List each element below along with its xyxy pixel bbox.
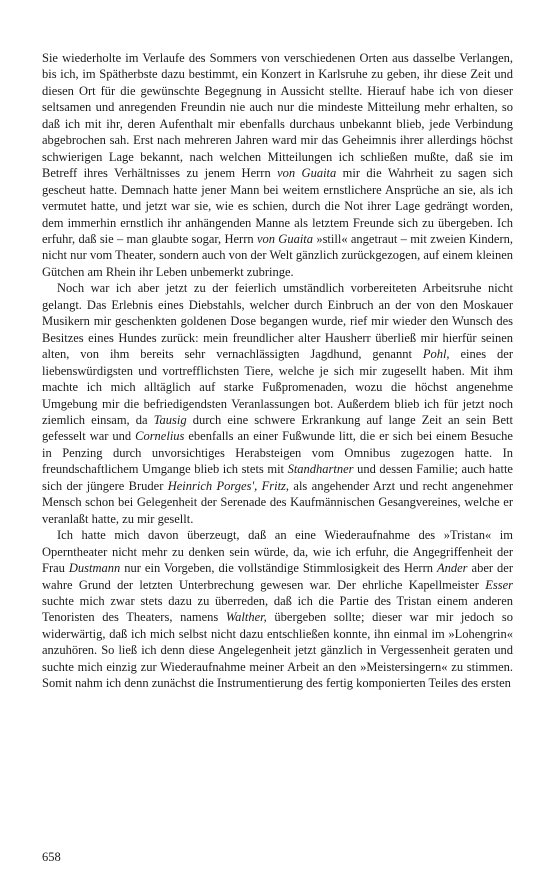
italic-run: Cornelius [135, 429, 185, 444]
text-run: mir die Wahrheit zu sagen sich gescheut hatte. Demnach hatte jener Mann bei weitem ernstlichere Ansprüche an sie, als ich vermutet hatte, und jetzt war sie, wie es schien, durch die Not ihrer Lage gedrängt worden, dem immerhin ernstlich ihr anhängenden Manne als letztem Freunde sich zu übergeben. Ich erfuhr, daß sie – man glaubte sogar, Herrn [42, 166, 513, 246]
text-run: nur ein Vorgeben, die vollständige Stimmlosigkeit des Herrn [120, 561, 437, 576]
text-run: und dessen Familie; auch hatte sich der jüngere Bruder [42, 462, 513, 493]
text-run: Sie wiederholte im Verlaufe des Sommers von verschiedenen Orten aus dasselbe Verlangen, bis ich, im Spätherbste dazu bestimmt, ein Konzert in Karlsruhe zu geben, ihr diese Zeit und diesen Ort für die gewünschte Begegnung in Aussicht stellte. Hierauf habe ich von dieser seltsamen und anregenden Freundin nie auch nur die mindeste Mitteilung mehr erhalten, so daß ich mit ihr, deren Aufenthalt mir ebenfalls durchaus unbekannt blieb, jede Verbindung abgebrochen sah. Erst nach mehreren Jahren ward mir das Geheimnis ihrer allerdings höchst schwierigen Lage bekannt, nach welchen Mitteilungen ich schließen mußte, daß sie im Betreff ihres Verhältnisses zu jenem Herrn [42, 51, 513, 181]
text-run: ebenfalls an einer Fußwunde litt, die er sich bei einem Besuche in Penzing durch unvorsichtiges Herabsteigen vom Omnibus zugezogen hatte. In freundschaftlichem Umgange blieb ich stets mit [42, 429, 513, 477]
italic-run: Pohl, [422, 347, 450, 362]
italic-run: Dustmann [68, 561, 121, 576]
text-run: Ich hatte mich davon überzeugt, daß an eine Wiederaufnahme des »Tristan« im Operntheater nicht mehr zu denken sein würde, da, wie ich erfuhr, die Angegriffenheit der Frau [42, 528, 513, 576]
italic-run: von Guaita [277, 166, 337, 181]
italic-run: Esser [485, 577, 513, 592]
paragraph-3 [42, 527, 513, 692]
text-run: »still« angetraut – mit zweien Kindern, nicht nur vom Theater, sondern auch von der Welt gänzlich zurückgezogen, auf einem kleinen Gütchen am Rhein ihr Leben unbemerkt zubringe. [42, 231, 513, 279]
text-run: übergeben sollte; dieser war mir jedoch so widerwärtig, daß ich mich selbst nicht dazu entschließen konnte, ihn einmal im »Lohengrin« anzuhören. So ließ ich denn diese Angelegenheit jetzt gänzlich in Vergessenheit geraten und suchte mich einzig zur Wiederaufnahme meiner Arbeit an den »Meistersingern« zu stimmen. Somit nahm ich denn zunächst die Instrumentierung des fertig komponierten Teiles des ersten [42, 610, 513, 691]
text-run: eines der liebenswürdigsten und vortrefflichsten Tiere, welche je sich mir zugesellt haben. Mit ihm machte ich mich alltäglich auf starke Fußpromenaden, wozu die höchst angenehme Umgebung mir die befriedigendsten Veranlassungen bot. Außerdem blieb ich für jetzt noch ziemlich einsam, da [42, 347, 513, 427]
paragraph-1 [42, 50, 513, 280]
text-run: durch eine schwere Erkrankung auf lange Zeit an sein Bett gefesselt war und [42, 412, 513, 444]
body-text [42, 50, 513, 692]
italic-run: Heinrich Porges', Fritz, [167, 478, 290, 493]
italic-run: Tausig [153, 412, 187, 427]
text-run: aber der wahre Grund der letzten Unterbrechung gewesen war. Der ehrliche Kapellmeister [42, 561, 513, 592]
text-run: als angehender Arzt und recht angenehmer Mensch schon bei Gelegenheit der Serenade des Kaufmännischen Gesangvereines, welche er veranlaßt hatte, zu mir gesellt. [42, 478, 513, 526]
paragraph-2 [42, 280, 513, 527]
page-number: 658 [42, 850, 61, 864]
text-run: suchte mich zwar stets dazu zu überreden, daß ich die Partie des Tristan einem anderen Tenoristen des Theaters, namens [42, 593, 513, 625]
italic-run: Ander [437, 561, 468, 576]
italic-run: Standhartner [287, 462, 354, 477]
italic-run: von Guaita [256, 231, 314, 246]
book-page [42, 50, 513, 850]
italic-run: Walther, [225, 610, 267, 625]
text-run: Noch war ich aber jetzt zu der feierlich umständlich vorbereiteten Arbeitsruhe nicht gelangt. Das Erlebnis eines Diebstahls, welcher durch Einbruch an der von den Moskauer Musikern mir geschenkten goldenen Dose begangen wurde, rief mir wieder den Wunsch des Besitzes eines Hundes zurück: mein freundlicher alter Hausherr überließ mir hierfür seinen alten, von ihm bereits sehr vernachlässigten Jagdhund, genannt [42, 281, 513, 362]
